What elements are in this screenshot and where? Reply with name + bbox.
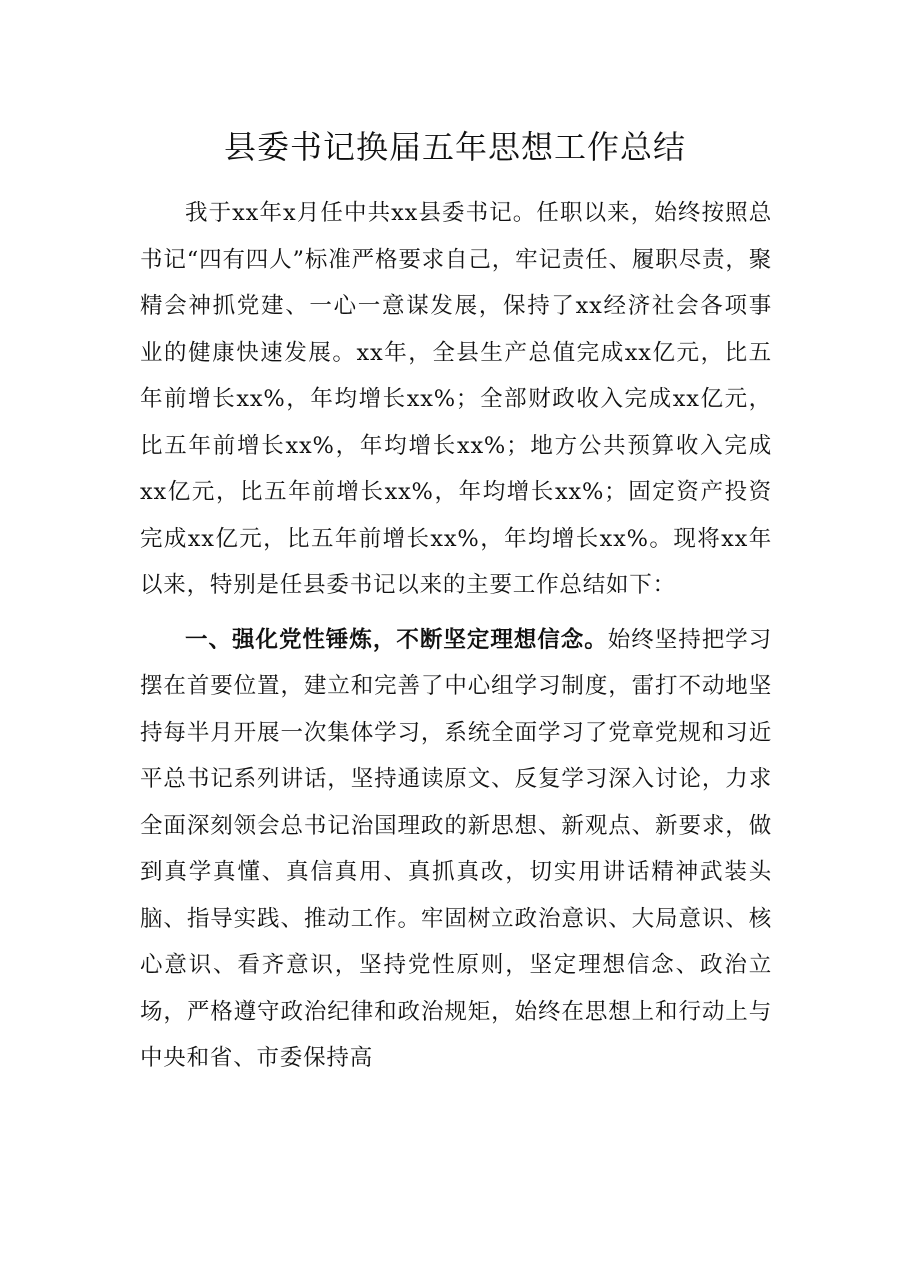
section-1-text: 始终坚持把学习摆在首要位置，建立和完善了中心组学习制度，雷打不动地坚持每半月开展一次集体学习，系统全面学习了党章党规和习近平总书记系列讲话，坚持通读原文、反复学习深入讨论，力求全面深刻领会总书记治国理政的新思想、新观点、新要求，做到真学真懂、真信真用、真抓真改，切实用讲话精神武装头脑、指导实践、推动工作。牢固树立政治意识、大局意识、核心意识、看齐意识，坚持党性原则，坚定理想信念、政治立场，严格遵守政治纪律和政治规矩，始终在思想上和行动上与中央和省、市委保持高: [140, 626, 772, 1071]
section-1-heading: 一、强化党性锤炼，不断坚定理想信念。: [185, 626, 608, 653]
section-1-paragraph: [140, 617, 772, 1082]
intro-paragraph: [140, 190, 772, 609]
document-body: [140, 190, 772, 1082]
document-title: 县委书记换届五年思想工作总结: [223, 128, 686, 166]
intro-paragraph-text: 我于xx年x月任中共xx县委书记。任职以来，始终按照总书记“四有四人”标准严格要求自己，牢记责任、履职尽责，聚精会神抓党建、一心一意谋发展，保持了xx经济社会各项事业的健康快速发展。xx年，全县生产总值完成xx亿元，比五年前增长xx%，年均增长xx%；全部财政收入完成xx亿元，比五年前增长xx%，年均增长xx%；地方公共预算收入完成xx亿元，比五年前增长xx%，年均增长xx%；固定资产投资完成xx亿元，比五年前增长xx%，年均增长xx%。现将xx年以来，特别是任县委书记以来的主要工作总结如下：: [140, 200, 772, 598]
